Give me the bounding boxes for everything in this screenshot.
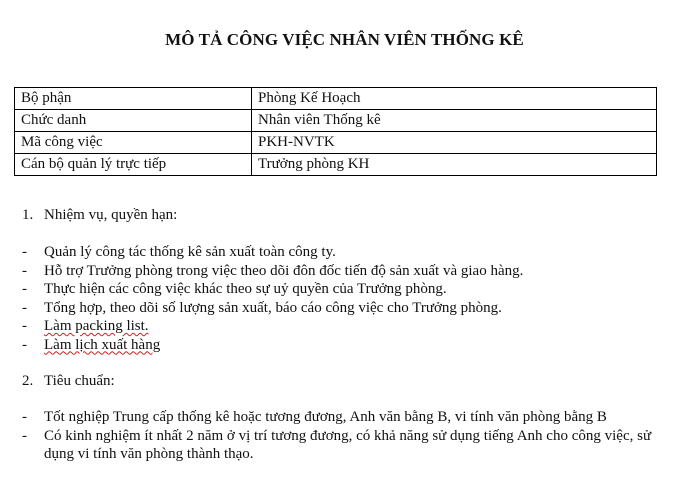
row-value: Nhân viên Thống kê [252, 110, 657, 132]
table-row [15, 132, 657, 154]
list-item [22, 317, 662, 336]
row-label: Cán bộ quản lý trực tiếp [15, 154, 252, 176]
list-item: - Thực hiện các công việc khác theo sự uỷ quyền của Trưởng phòng. [22, 280, 662, 299]
section-heading-text: Nhiệm vụ, quyền hạn: [44, 207, 178, 223]
list-item [22, 336, 662, 355]
table-row [15, 110, 657, 132]
row-label: Mã công việc [15, 132, 252, 154]
duties-list [22, 243, 662, 354]
section-1-heading [22, 206, 177, 224]
list-item: - Có kinh nghiệm ít nhất 2 năm ở vị trí tương đương, có khả năng sử dụng tiếng Anh cho công việc, sử dụng vi tính văn phòng thành thạo. [22, 427, 662, 464]
list-item: - Tổng hợp, theo dõi số lượng sản xuất, báo cáo công việc cho Trưởng phòng. [22, 299, 662, 318]
section-number: 2. [22, 373, 34, 389]
document-title: MÔ TẢ CÔNG VIỆC NHÂN VIÊN THỐNG KÊ [165, 30, 524, 49]
section-heading-text: Tiêu chuẩn: [44, 373, 115, 389]
row-label: Bộ phận [15, 88, 252, 110]
list-item: - Quản lý công tác thống kê sản xuất toàn công ty. [22, 243, 662, 262]
list-item-text: Làm lịch xuất hàng [44, 336, 161, 353]
row-value: PKH-NVTK [252, 132, 657, 154]
row-value: Trưởng phòng KH [252, 154, 657, 176]
section-number: 1. [22, 207, 34, 223]
list-item: - Tốt nghiệp Trung cấp thống kê hoặc tương đương, Anh văn bằng B, vi tính văn phòng bằng B [22, 408, 662, 427]
row-value: Phòng Kế Hoạch [252, 88, 657, 110]
table-row [15, 154, 657, 176]
section-2-heading [22, 372, 115, 390]
list-item-text: Làm packing list. [44, 318, 149, 334]
row-label: Chức danh [15, 110, 252, 132]
table-row [15, 88, 657, 110]
info-table [14, 87, 657, 176]
requirements-list [22, 408, 662, 464]
list-item: - Hỗ trợ Trưởng phòng trong việc theo dõi đôn đốc tiến độ sản xuất và giao hàng. [22, 262, 662, 281]
